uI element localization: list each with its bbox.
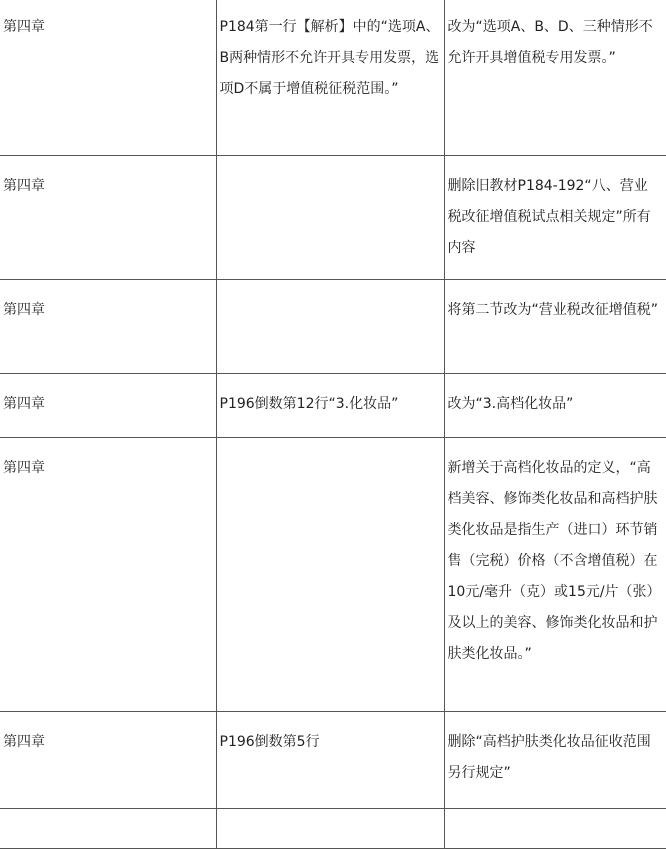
location-cell: P196倒数第12行“3.化妆品”	[216, 374, 444, 438]
chapter-cell: 第四章	[0, 0, 216, 156]
change-cell: 新增关于高档化妆品的定义，“高档美容、修饰类化妆品和高档护肤类化妆品是指生产（进口）环节销售（完税）价格（不含增值税）在10元/毫升（克）或15元/片（张）及以上的美容、修饰类化妆品和护肤类化妆品。”	[444, 438, 666, 712]
change-cell: 改为“3.高档化妆品”	[444, 374, 666, 438]
location-cell: P184第一行【解析】中的“选项A、B两种情形不允许开具专用发票，选项D不属于增值税征税范围。”	[216, 0, 444, 156]
chapter-cell	[0, 809, 216, 849]
table-row	[0, 438, 666, 712]
change-cell	[444, 809, 666, 849]
table-row	[0, 809, 666, 849]
location-cell: P196倒数第5行	[216, 712, 444, 809]
change-cell: 改为“选项A、B、D、三种情形不允许开具增值税专用发票。”	[444, 0, 666, 156]
location-cell	[216, 438, 444, 712]
change-cell: 将第二节改为“营业税改征增值税”	[444, 280, 666, 374]
chapter-cell: 第四章	[0, 438, 216, 712]
chapter-cell: 第四章	[0, 280, 216, 374]
change-cell: 删除“高档护肤类化妆品征收范围另行规定”	[444, 712, 666, 809]
table-row	[0, 280, 666, 374]
chapter-cell: 第四章	[0, 712, 216, 809]
location-cell	[216, 809, 444, 849]
table-row	[0, 712, 666, 809]
table-row	[0, 374, 666, 438]
chapter-cell: 第四章	[0, 156, 216, 280]
table-row	[0, 156, 666, 280]
location-cell	[216, 156, 444, 280]
location-cell	[216, 280, 444, 374]
table-row	[0, 0, 666, 156]
chapter-cell: 第四章	[0, 374, 216, 438]
change-cell: 删除旧教材P184-192“八、营业税改征增值税试点相关规定”所有内容	[444, 156, 666, 280]
